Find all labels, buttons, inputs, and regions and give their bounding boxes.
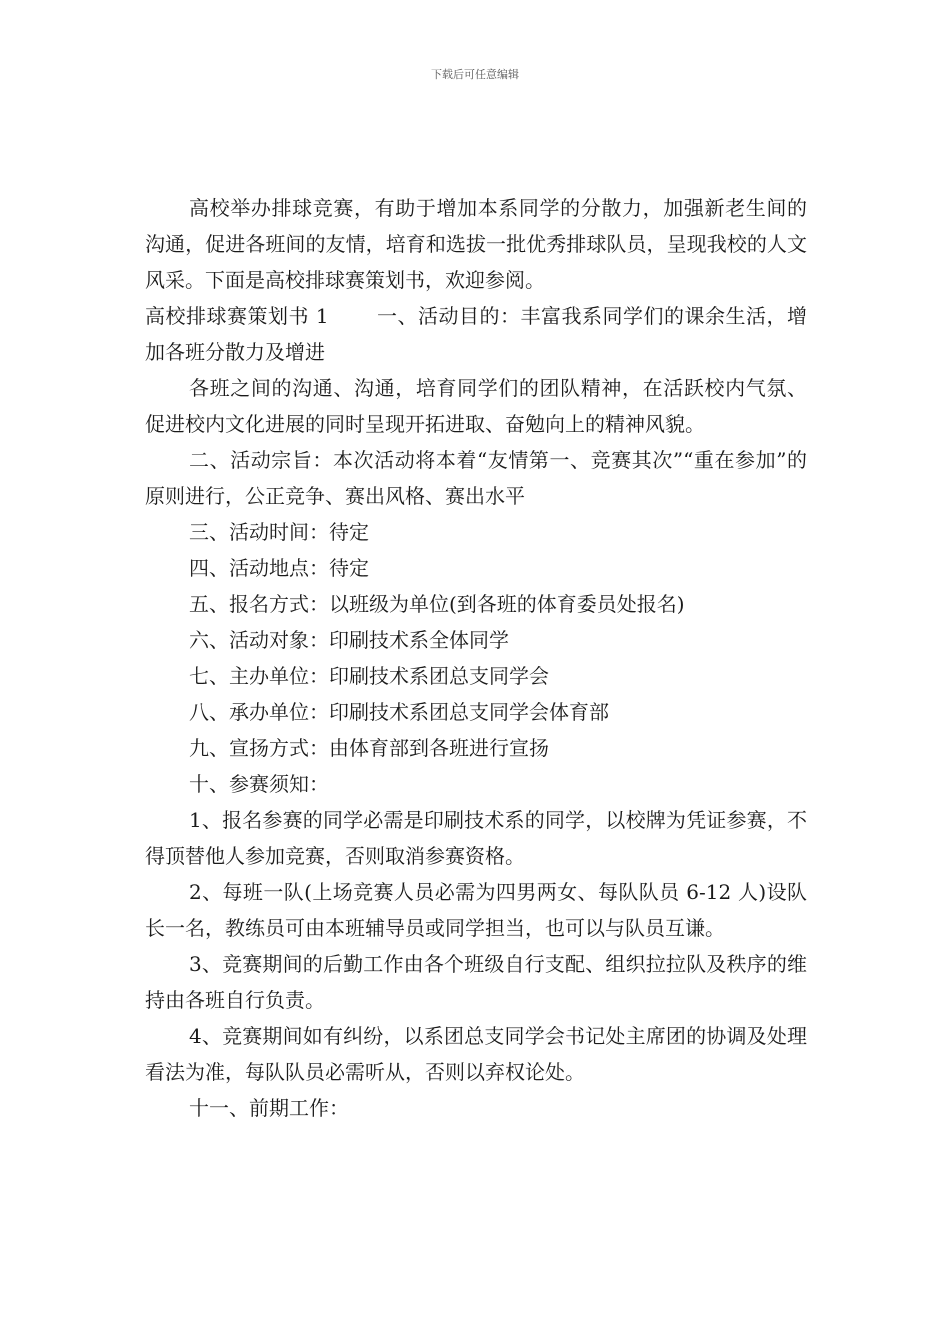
target-item: 六、活动对象：印刷技术系全体同学: [189, 628, 509, 652]
signup-item: 五、报名方式：以班级为单位(到各班的体育委员处报名): [189, 592, 685, 616]
rule-2: 2、每班一队(上场竞赛人员必需为四男两女、每队队员 6-12 人)设队长一名，教练员可由本班辅导员或同学担当，也可以与队员互谦。: [145, 880, 807, 940]
goal-continuation: 各班之间的沟通、沟通，培育同学们的团队精神，在活跃校内气氛、促进校内文化进展的同时呈现开拓进取、奋勉向上的精神风貌。: [145, 376, 807, 436]
rule-3: 3、竞赛期间的后勤工作由各个班级自行支配、组织拉拉队及秩序的维持由各班自行负责。: [145, 952, 807, 1012]
rule-4: 4、竞赛期间如有纠纷，以系团总支同学会书记处主席团的协调及处理看法为准，每队队员必需听从，否则以弃权论处。: [145, 1024, 807, 1084]
time-item: 三、活动时间：待定: [189, 520, 369, 544]
publicity-item: 九、宣扬方式：由体育部到各班进行宣扬: [189, 736, 549, 760]
organizer-item: 八、承办单位：印刷技术系团总支同学会体育部: [189, 700, 609, 724]
plan-title: 高校排球赛策划书 1: [145, 304, 329, 328]
document-body: [145, 190, 807, 1126]
purpose-paragraph: 二、活动宗旨：本次活动将本着“友情第一、竞赛其次”“重在参加”的原则进行，公正竞争、赛出风格、赛出水平: [145, 448, 807, 508]
host-item: 七、主办单位：印刷技术系团总支同学会: [189, 664, 549, 688]
prep-heading: 十一、前期工作：: [189, 1096, 349, 1120]
goal-heading: 一、活动目的：丰富我系同学们的课余生活，增加各班分散力及增进: [145, 304, 807, 364]
plan-title-line: [145, 298, 807, 370]
intro-paragraph: 高校举办排球竞赛，有助于增加本系同学的分散力，加强新老生间的沟通，促进各班间的友情，培育和选拔一批优秀排球队员，呈现我校的人文风采。下面是高校排球赛策划书，欢迎参阅。: [145, 196, 807, 292]
notice-heading: 十、参赛须知：: [189, 772, 329, 796]
place-item: 四、活动地点：待定: [189, 556, 369, 580]
rule-1: 1、报名参赛的同学必需是印刷技术系的同学，以校牌为凭证参赛，不得顶替他人参加竞赛，否则取消参赛资格。: [145, 808, 807, 868]
page-header: 下载后可任意编辑: [431, 68, 519, 81]
